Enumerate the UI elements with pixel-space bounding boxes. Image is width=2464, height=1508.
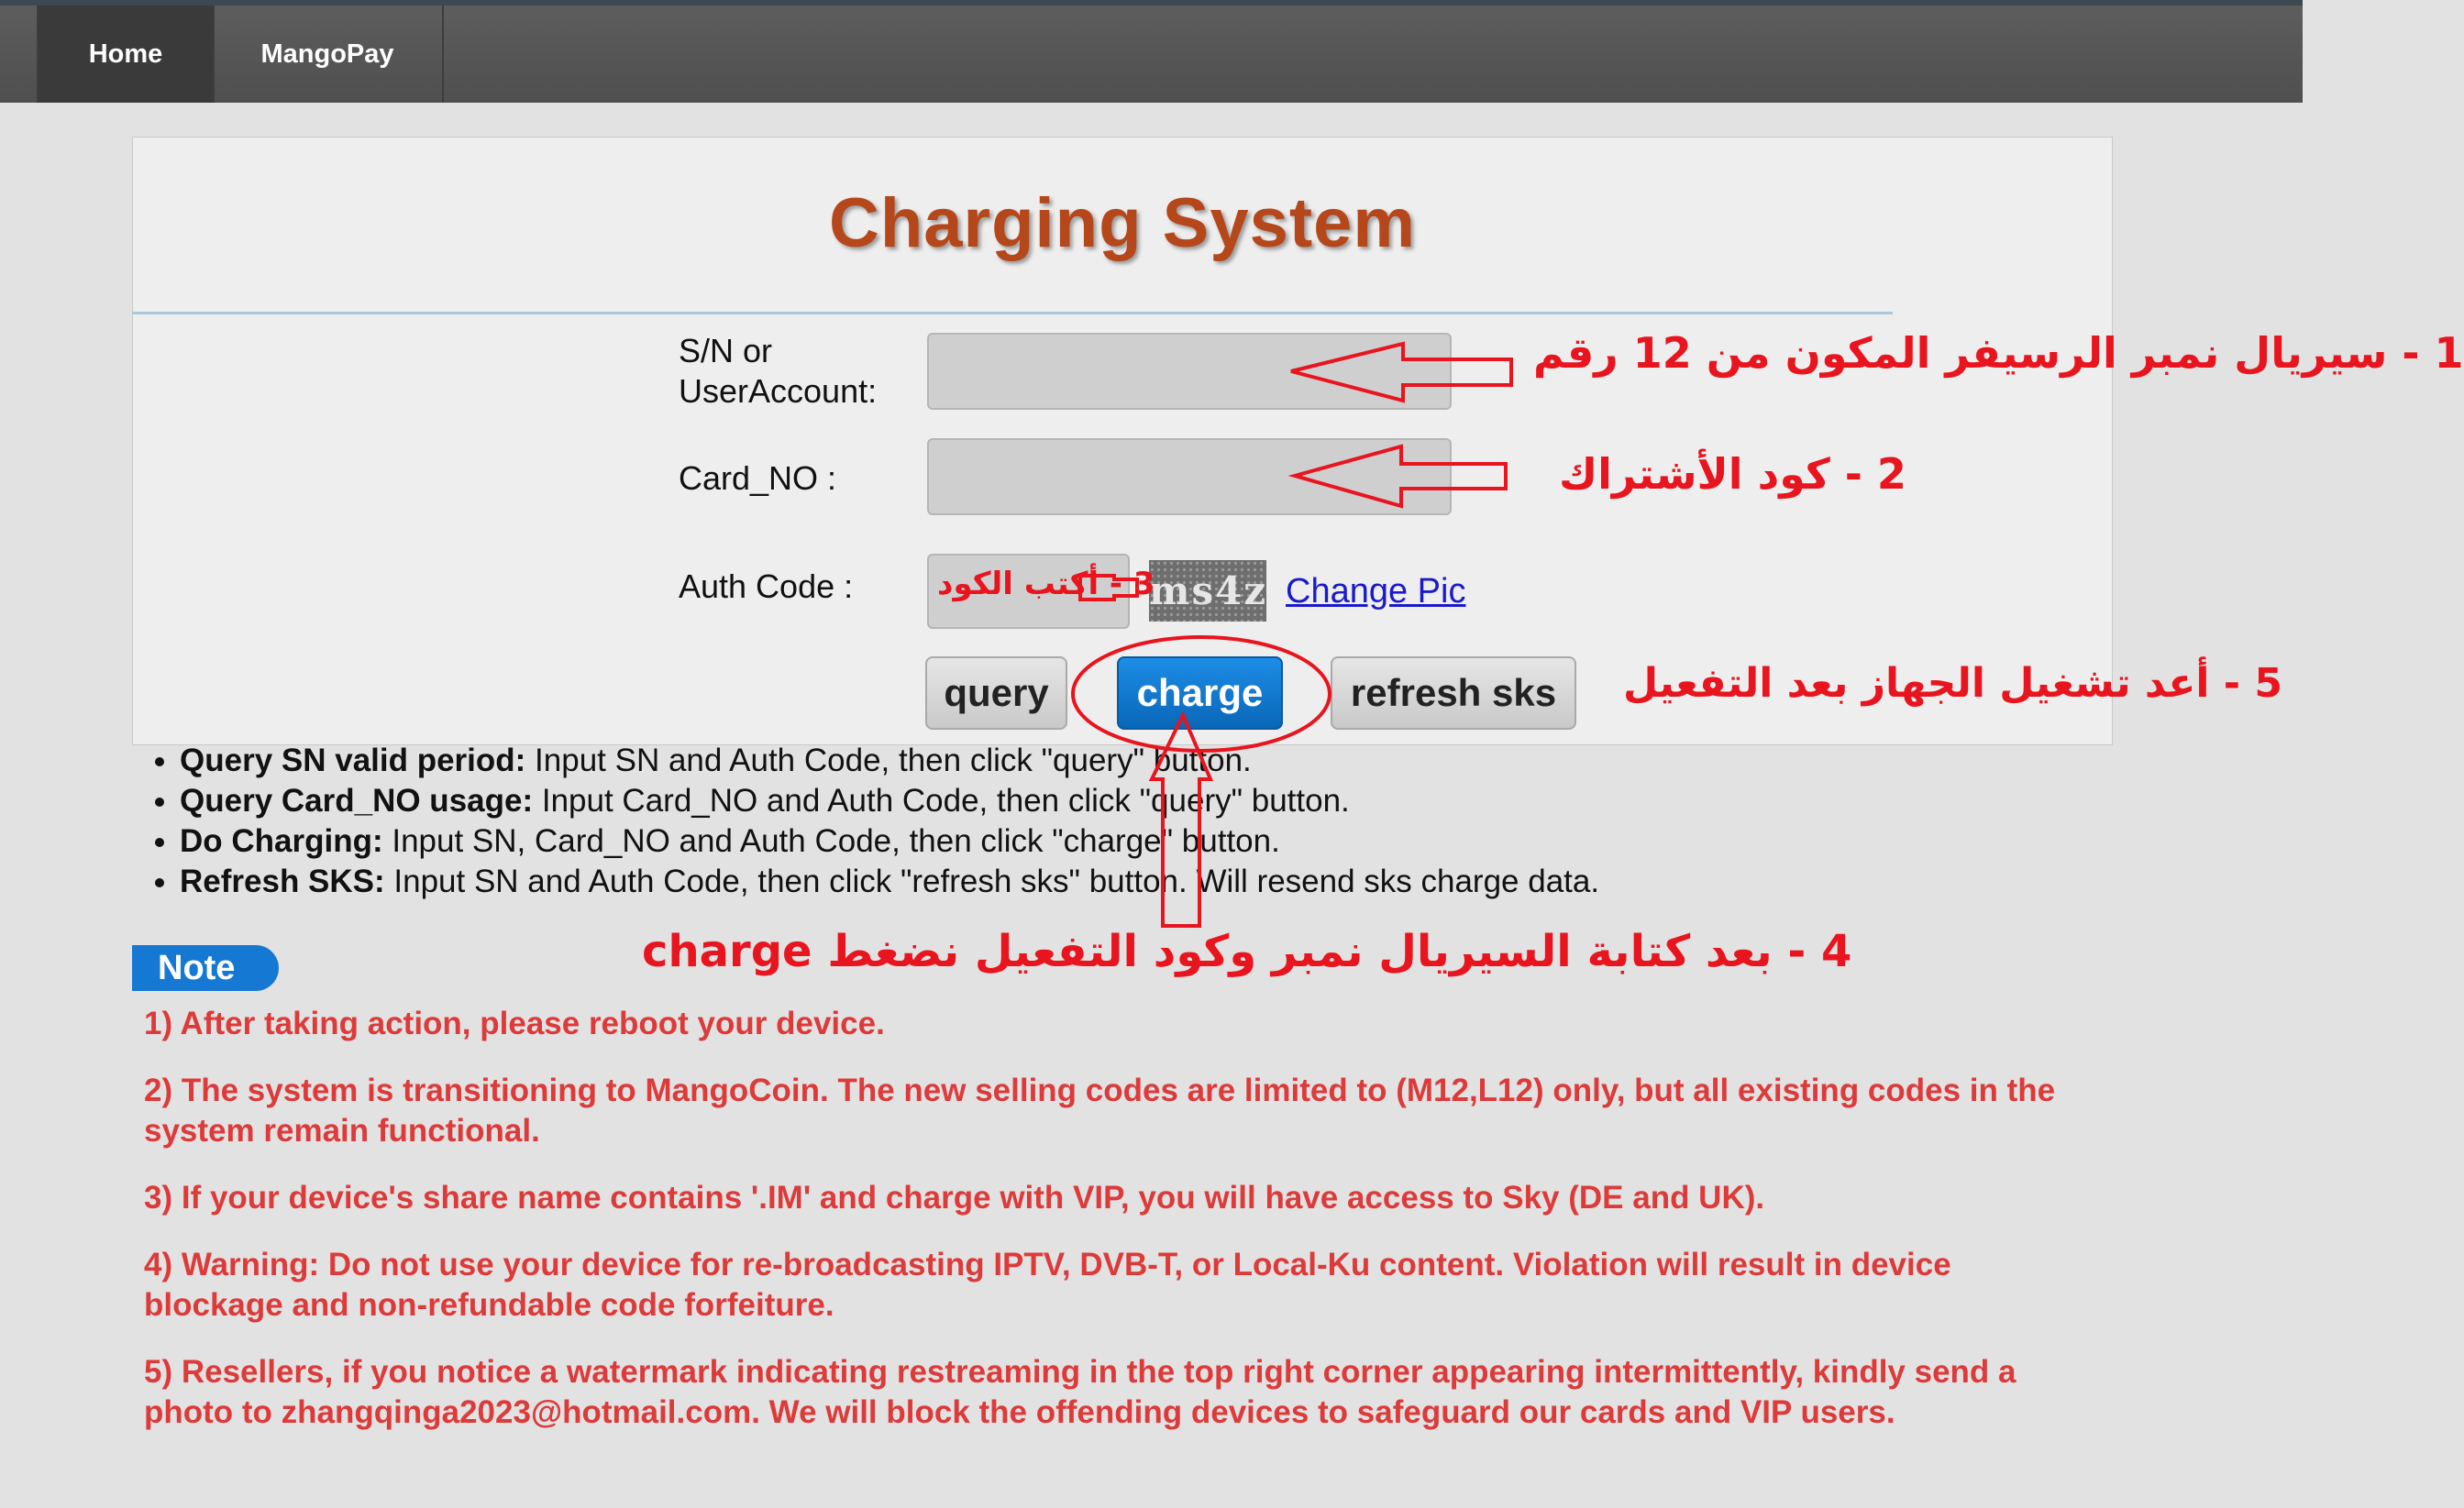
note-item-1: 1) After taking action, please reboot your device. bbox=[144, 1006, 885, 1041]
help-item-title: Query SN valid period: bbox=[180, 743, 526, 778]
help-item-title: Refresh SKS: bbox=[180, 864, 385, 899]
auth-label: Auth Code : bbox=[679, 567, 854, 605]
charge-highlight-circle bbox=[1073, 637, 1330, 751]
annotation-3: 3 - أكتب الكود bbox=[937, 566, 1155, 602]
help-item-text: Input SN and Auth Code, then click "query" button. bbox=[525, 743, 1252, 778]
note-item-4: 4) Warning: Do not use your device for re-broadcasting IPTV, DVB-T, or Local-Ku content. Violation will result in device blockage and non-refundable code forfeiture. bbox=[144, 1247, 1951, 1323]
change-pic-link[interactable]: Change Pic bbox=[1286, 572, 1466, 611]
annotation-1: 1 - سيريال نمبر الرسيفر المكون من 12 رقم bbox=[1533, 328, 2464, 378]
help-item-title: Do Charging: bbox=[180, 823, 383, 859]
annotation-2: 2 - كود الأشتراك bbox=[1559, 449, 1906, 499]
note-badge: Note bbox=[132, 945, 279, 991]
annotation-4: 4 - بعد كتابة السيريال نمبر وكود التفعيل نضغط charge bbox=[642, 926, 1852, 977]
help-item-text: Input SN, Card_NO and Auth Code, then click "charge" button. bbox=[382, 823, 1280, 859]
charge-button[interactable]: charge bbox=[1117, 656, 1283, 730]
refresh-sks-button[interactable]: refresh sks bbox=[1331, 656, 1576, 730]
nav-mangopay[interactable]: MangoPay bbox=[213, 6, 444, 103]
card-label: Card_NO : bbox=[679, 459, 837, 497]
nav-home[interactable]: Home bbox=[37, 6, 215, 103]
note-item-2: 2) The system is transitioning to MangoCoin. The new selling codes are limited to (M12,L12) only, but all existing codes in the system remain functional. bbox=[144, 1073, 2056, 1149]
annotation-5: 5 - أعد تشغيل الجهاز بعد التفعيل bbox=[1623, 660, 2283, 707]
arrow-1-icon bbox=[1291, 344, 1511, 401]
help-item-title: Query Card_NO usage: bbox=[180, 783, 534, 819]
sn-label-line1: S/N or bbox=[679, 332, 773, 369]
query-button[interactable]: query bbox=[925, 656, 1067, 730]
help-item-text: Input SN and Auth Code, then click "refresh sks" button. Will resend sks charge data. bbox=[384, 864, 1600, 899]
note-item-3: 3) If your device's share name contains '.IM' and charge with VIP, you will have access to Sky (DE and UK). bbox=[144, 1180, 1765, 1216]
arrow-2-icon bbox=[1295, 446, 1506, 506]
note-item-5: 5) Resellers, if you notice a watermark indicating restreaming in the top right corner appearing intermittently, kindly send a photo to zhangqinga2023@hotmail.com. We will block the offending devices to safeguard our cards and VIP users. bbox=[144, 1354, 2017, 1430]
page-title: Charging System bbox=[828, 184, 1417, 262]
sn-label-line2: UserAccount: bbox=[679, 372, 878, 410]
help-item-text: Input Card_NO and Auth Code, then click "query" button. bbox=[533, 783, 1350, 819]
captcha-image: ms4z bbox=[1149, 560, 1266, 622]
